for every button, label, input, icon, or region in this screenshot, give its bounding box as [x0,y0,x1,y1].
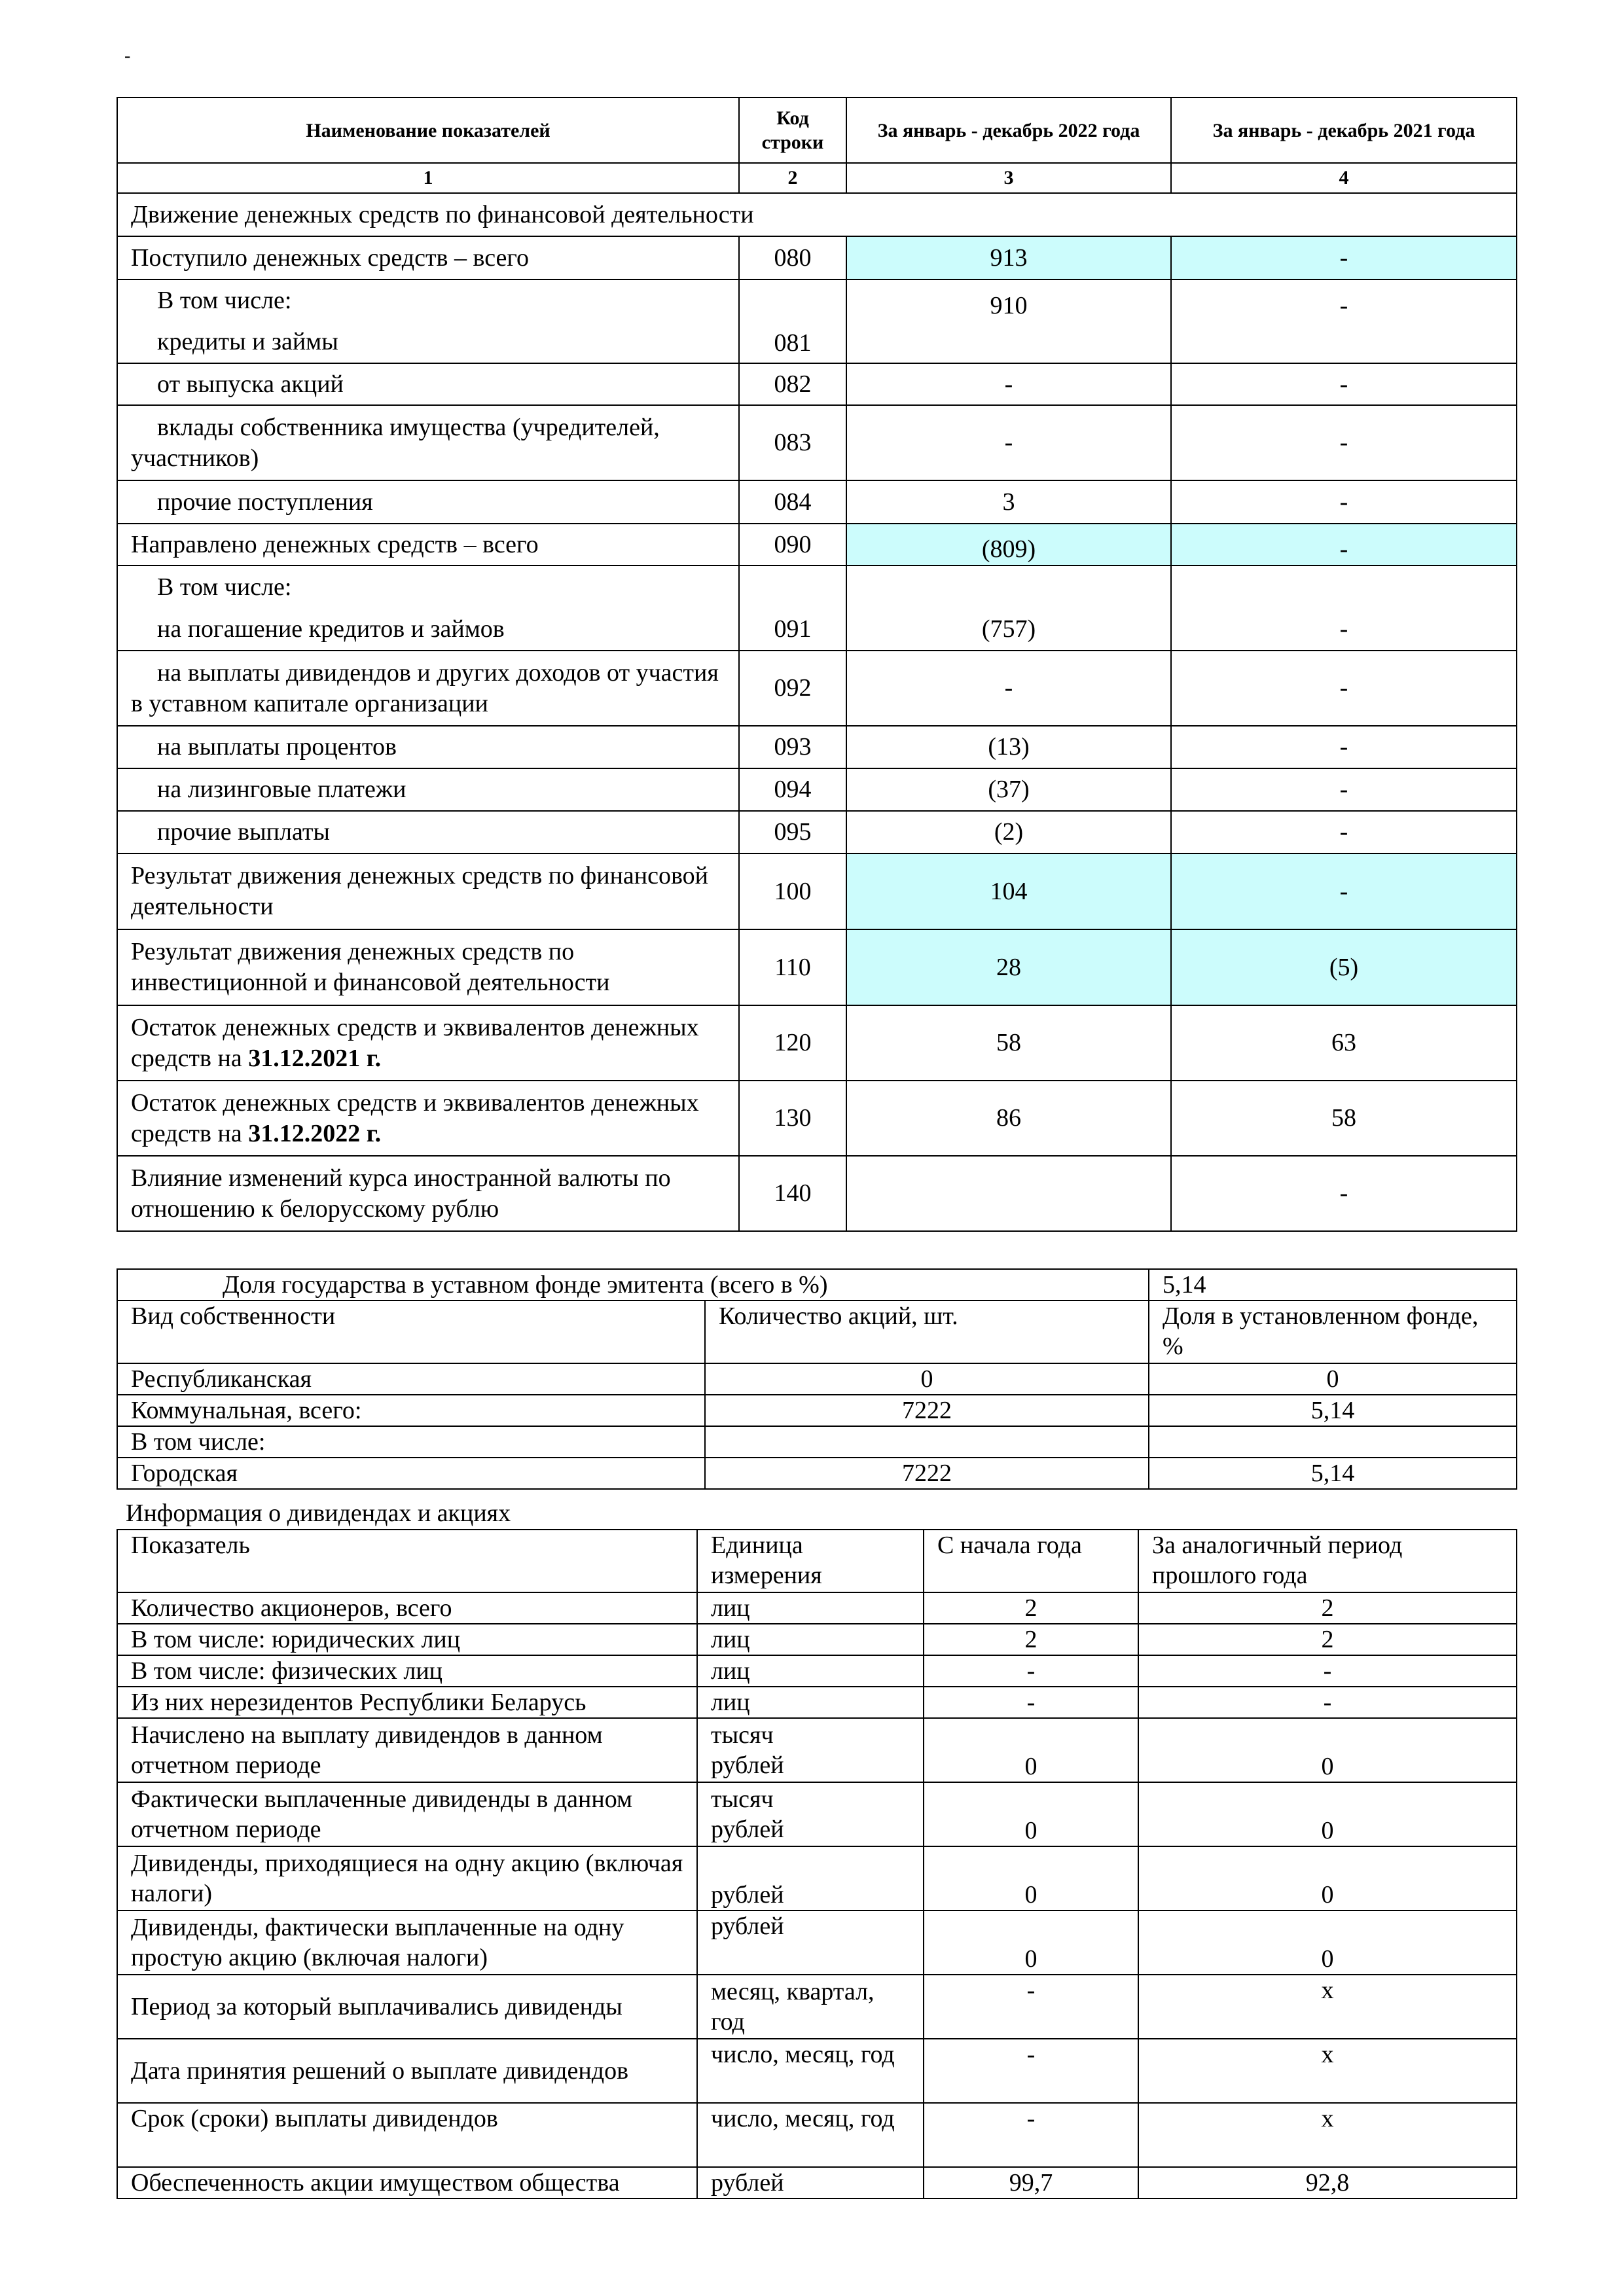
indicator-name: Обеспеченность акции имуществом общества [117,2167,697,2198]
value-2022: 910 [846,279,1171,363]
table-row [117,768,1517,811]
indicator-name: Количество акционеров, всего [117,1592,697,1624]
unit: лиц [697,1655,924,1687]
row-name-item: на погашение кредитов и займов [157,615,505,643]
value-current: 0 [924,1718,1138,1782]
state-share-title: Доля государства в уставном фонде эмитента (всего в %) [117,1269,1149,1300]
value-2021: (5) [1171,929,1517,1005]
value-current: 0 [924,1846,1138,1910]
row-code: 094 [739,768,846,811]
row-code: 091 [739,565,846,651]
value-current: 99,7 [924,2167,1138,2198]
value-current: 0 [924,1910,1138,1975]
col-number: 4 [1171,163,1517,193]
value-current: 2 [924,1592,1138,1624]
state-share-table [117,1268,1517,1490]
value-2022: - [846,651,1171,726]
table-row [117,1156,1517,1231]
header-indicator: Показатель [117,1530,697,1592]
value-current: - [924,1655,1138,1687]
table-row [117,1005,1517,1081]
ownership-type: В том числе: [117,1426,705,1458]
table-row [117,1718,1517,1782]
value-2021: - [1171,363,1517,405]
value-previous: x [1138,2039,1517,2103]
row-name [117,1005,739,1081]
row-name: на выплаты дивидендов и других доходов от участия в уставном капитале организации [117,651,739,726]
row-name: от выпуска акций [117,363,739,405]
value-current: 2 [924,1624,1138,1655]
table-row [117,2103,1517,2167]
value-2022: (37) [846,768,1171,811]
table-row [117,1592,1517,1624]
table-row [117,480,1517,524]
table-row [117,1975,1517,2039]
value-2021: - [1171,768,1517,811]
table-header-row [117,1300,1517,1363]
indicator-name: Из них нерезидентов Республики Беларусь [117,1687,697,1718]
share-count: 7222 [705,1395,1149,1426]
table-row [117,363,1517,405]
row-name: на выплаты процентов [117,726,739,768]
corner-mark: - [124,46,131,66]
table-row [117,524,1517,565]
table-row [117,1624,1517,1655]
row-name: Направлено денежных средств – всего [117,524,739,565]
indicator-name: Начислено на выплату дивидендов в данном отчетном периоде [117,1718,697,1782]
col-number: 1 [117,163,739,193]
value-previous: 2 [1138,1592,1517,1624]
row-name-text: Остаток денежных средств и эквивалентов денежных средств на [131,1088,699,1147]
row-name [117,565,739,651]
value-2022: - [846,363,1171,405]
row-code: 080 [739,236,846,279]
header-2022: За январь - декабрь 2022 года [846,98,1171,163]
value-previous: 0 [1138,1782,1517,1846]
table-row [117,565,1517,651]
value-2022: (757) [846,565,1171,651]
row-name-text: Остаток денежных средств и эквивалентов денежных средств на [131,1013,699,1072]
header-unit: Единица измерения [697,1530,924,1592]
ownership-type: Коммунальная, всего: [117,1395,705,1426]
indicator-name: В том числе: юридических лиц [117,1624,697,1655]
indicator-name: Дивиденды, фактически выплаченные на одну простую акцию (включая налоги) [117,1910,697,1975]
unit: рублей [697,1910,924,1975]
unit: число, месяц, год [697,2039,924,2103]
row-code: 084 [739,480,846,524]
row-name-date: 31.12.2022 г. [248,1119,382,1147]
row-name-item: кредиты и займы [157,328,338,355]
row-code: 092 [739,651,846,726]
col-number: 2 [739,163,846,193]
table-row [117,726,1517,768]
ownership-type: Городская [117,1458,705,1489]
table-row [117,1687,1517,1718]
share-count: 0 [705,1363,1149,1395]
value-2021: - [1171,1156,1517,1231]
header-previous: За аналогичный период прошлого года [1138,1530,1517,1592]
unit: месяц, квартал, год [697,1975,924,2039]
row-code: 083 [739,405,846,480]
state-share-total-row [117,1269,1517,1300]
indicator-name: В том числе: физических лиц [117,1655,697,1687]
table-row [117,279,1517,363]
value-previous: - [1138,1655,1517,1687]
table-header-row [117,98,1517,163]
table-row [117,1910,1517,1975]
row-code: 095 [739,811,846,853]
row-name: Результат движения денежных средств по инвестиционной и финансовой деятельности [117,929,739,1005]
header-code: Код строки [739,98,846,163]
indicator-name: Фактически выплаченные дивиденды в данном отчетном периоде [117,1782,697,1846]
value-2021: - [1171,565,1517,651]
value-2021: - [1171,236,1517,279]
value-2022: - [846,405,1171,480]
value-2021: - [1171,524,1517,565]
value-2022: (13) [846,726,1171,768]
dividends-table [117,1529,1517,2199]
table-row [117,2039,1517,2103]
row-name-intro: В том числе: [157,573,292,601]
row-name-date: 31.12.2021 г. [248,1044,382,1072]
value-previous: 0 [1138,1910,1517,1975]
table-row [117,811,1517,853]
value-2021: 63 [1171,1005,1517,1081]
unit: рублей [697,1846,924,1910]
table-row [117,853,1517,929]
indicator-name: Дата принятия решений о выплате дивидендов [117,2039,697,2103]
table-row [117,651,1517,726]
value-2021: - [1171,811,1517,853]
cash-flow-table [117,97,1517,1232]
dividends-caption: Информация о дивидендах и акциях [126,1499,511,1527]
row-name: вклады собственника имущества (учредителей, участников) [117,405,739,480]
row-name: прочие выплаты [117,811,739,853]
header-share-pct: Доля в установленном фонде, % [1149,1300,1517,1363]
row-name: Результат движения денежных средств по финансовой деятельности [117,853,739,929]
row-name [117,279,739,363]
share-pct: 5,14 [1149,1395,1517,1426]
row-code: 081 [739,279,846,363]
section-title: Движение денежных средств по финансовой деятельности [117,193,1517,236]
value-2022: 913 [846,236,1171,279]
value-2022 [846,1156,1171,1231]
value-2021: - [1171,480,1517,524]
ownership-type: Республиканская [117,1363,705,1395]
section-row [117,193,1517,236]
row-code: 100 [739,853,846,929]
value-2022: 58 [846,1005,1171,1081]
value-2021: - [1171,853,1517,929]
table-row [117,1395,1517,1426]
table-row [117,1363,1517,1395]
value-2021: - [1171,279,1517,363]
unit: лиц [697,1687,924,1718]
table-row [117,1846,1517,1910]
value-2022: (2) [846,811,1171,853]
value-2021: 58 [1171,1081,1517,1156]
table-row [117,1782,1517,1846]
value-previous: 2 [1138,1624,1517,1655]
row-name [117,1081,739,1156]
value-2022: 3 [846,480,1171,524]
row-code: 120 [739,1005,846,1081]
table-row [117,929,1517,1005]
table-header-row [117,1530,1517,1592]
row-code: 110 [739,929,846,1005]
header-2021: За январь - декабрь 2021 года [1171,98,1517,163]
table-row [117,1426,1517,1458]
unit: тысяч рублей [697,1718,924,1782]
value-previous: x [1138,1975,1517,2039]
unit: тысяч рублей [697,1782,924,1846]
value-2021: - [1171,726,1517,768]
row-name: Влияние изменений курса иностранной валюты по отношению к белорусскому рублю [117,1156,739,1231]
row-code: 090 [739,524,846,565]
table-row [117,236,1517,279]
indicator-name: Дивиденды, приходящиеся на одну акцию (включая налоги) [117,1846,697,1910]
share-pct: 5,14 [1149,1458,1517,1489]
table-row [117,1081,1517,1156]
share-count: 7222 [705,1458,1149,1489]
row-name-intro: В том числе: [157,287,292,314]
value-2021: - [1171,651,1517,726]
value-previous: 92,8 [1138,2167,1517,2198]
header-shares: Количество акций, шт. [705,1300,1149,1363]
table-row [117,2167,1517,2198]
state-share-total: 5,14 [1149,1269,1517,1300]
value-2021: - [1171,405,1517,480]
col-number: 3 [846,163,1171,193]
value-2022: 28 [846,929,1171,1005]
indicator-name: Период за который выплачивались дивиденды [117,1975,697,2039]
value-2022: 104 [846,853,1171,929]
value-current: - [924,2039,1138,2103]
value-previous: - [1138,1687,1517,1718]
indicator-name: Срок (сроки) выплаты дивидендов [117,2103,697,2167]
table-row [117,1655,1517,1687]
value-previous: 0 [1138,1718,1517,1782]
table-row [117,405,1517,480]
row-name: прочие поступления [117,480,739,524]
row-code: 082 [739,363,846,405]
value-current: - [924,2103,1138,2167]
value-current: - [924,1687,1138,1718]
unit: лиц [697,1624,924,1655]
header-ownership: Вид собственности [117,1300,705,1363]
row-name: на лизинговые платежи [117,768,739,811]
share-pct: 0 [1149,1363,1517,1395]
value-2022: (809) [846,524,1171,565]
header-indicator: Наименование показателей [117,98,739,163]
value-previous: 0 [1138,1846,1517,1910]
row-code: 130 [739,1081,846,1156]
value-2022: 86 [846,1081,1171,1156]
share-count [705,1426,1149,1458]
unit: число, месяц, год [697,2103,924,2167]
header-current: С начала года [924,1530,1138,1592]
value-previous: x [1138,2103,1517,2167]
row-code: 093 [739,726,846,768]
table-row [117,1458,1517,1489]
unit: рублей [697,2167,924,2198]
column-number-row [117,163,1517,193]
value-current: 0 [924,1782,1138,1846]
row-code: 140 [739,1156,846,1231]
share-pct [1149,1426,1517,1458]
row-name: Поступило денежных средств – всего [117,236,739,279]
unit: лиц [697,1592,924,1624]
value-current: - [924,1975,1138,2039]
